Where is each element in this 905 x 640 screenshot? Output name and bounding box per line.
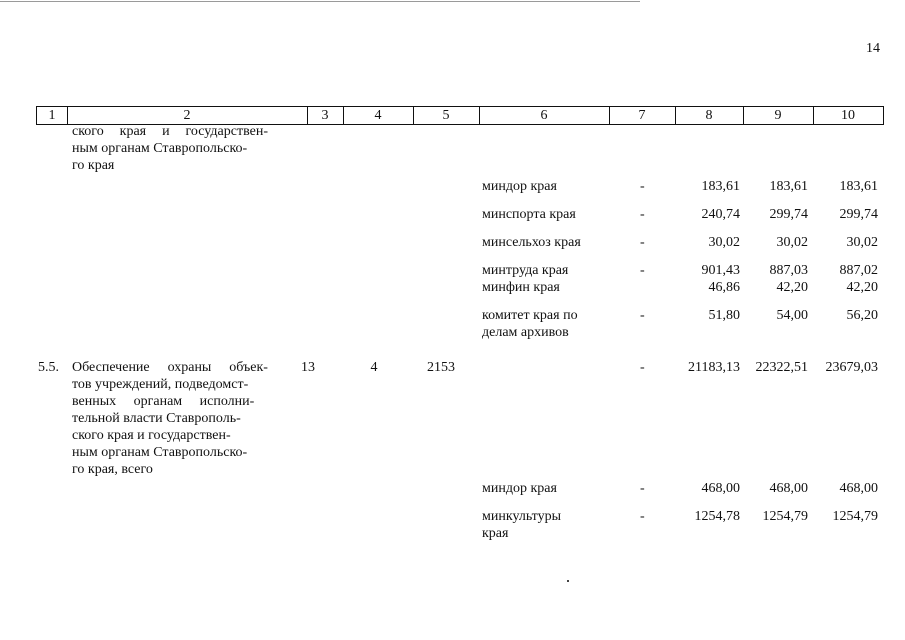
- value-col10: 299,74: [839, 207, 878, 222]
- recipient-name: миндор края: [482, 179, 557, 194]
- header-col-6: 6: [540, 108, 548, 123]
- header-col-4: 4: [374, 108, 382, 123]
- value-col8: 30,02: [708, 235, 740, 250]
- desc-word: охраны: [167, 360, 212, 375]
- header-col-1: 1: [48, 108, 56, 123]
- col7-dash: -: [640, 263, 645, 278]
- recipient-name: минспорта края: [482, 207, 576, 222]
- desc-word: Обеспечение: [72, 360, 150, 375]
- value-col10: 42,20: [846, 280, 878, 295]
- desc-word: ского: [72, 124, 104, 139]
- value-col9: 299,74: [769, 207, 808, 222]
- desc-line: го края, всего: [72, 462, 153, 477]
- section-total-col9: 22322,51: [755, 360, 808, 375]
- section-total-col10: 23679,03: [825, 360, 878, 375]
- value-col10: 887,02: [839, 263, 878, 278]
- section-col4: 4: [370, 360, 378, 375]
- value-col9: 183,61: [769, 179, 808, 194]
- desc-word: государствен-: [185, 124, 268, 139]
- recipient-name: минфин края: [482, 280, 560, 295]
- header-col-3: 3: [321, 108, 329, 123]
- desc-line: тов учреждений, подведомст-: [72, 377, 249, 392]
- header-col-7: 7: [638, 108, 646, 123]
- value-col10: 30,02: [846, 235, 878, 250]
- desc-word: края: [119, 124, 147, 139]
- header-col-9: 9: [774, 108, 782, 123]
- desc-line: го края: [72, 158, 115, 173]
- value-col10: 183,61: [839, 179, 878, 194]
- section-col3: 13: [301, 360, 315, 375]
- col7-dash: -: [640, 509, 645, 524]
- header-col-5: 5: [442, 108, 450, 123]
- section-number: 5.5.: [38, 360, 59, 375]
- recipient-name: минтруда края: [482, 263, 569, 278]
- section-col5: 2153: [427, 360, 455, 375]
- recipient-name: комитет края по: [482, 308, 578, 323]
- col7-dash: -: [640, 481, 645, 496]
- header-col-2: 2: [183, 108, 191, 123]
- section-description: [72, 359, 268, 478]
- recipient-name: минкультуры: [482, 509, 562, 524]
- value-col8: 46,86: [708, 280, 740, 295]
- desc-line: ным органам Ставропольско-: [72, 141, 248, 156]
- desc-line: венных органам исполни-: [72, 394, 255, 409]
- value-col10: 1254,79: [832, 509, 878, 524]
- desc-line: [72, 123, 268, 140]
- col7-dash: -: [640, 207, 645, 222]
- col7-dash: -: [640, 360, 645, 375]
- recipient-name: края: [482, 526, 509, 541]
- col7-dash: -: [640, 235, 645, 250]
- section-total-col8: 21183,13: [688, 360, 740, 375]
- desc-line: [72, 359, 268, 376]
- value-col9: 54,00: [776, 308, 808, 323]
- desc-word: объек-: [229, 360, 268, 375]
- desc-line: ным органам Ставропольско-: [72, 445, 248, 460]
- value-col8: 183,61: [701, 179, 740, 194]
- col7-dash: -: [640, 179, 645, 194]
- value-col9: 468,00: [769, 481, 808, 496]
- value-col9: 887,03: [769, 263, 808, 278]
- value-col10: 468,00: [839, 481, 878, 496]
- value-col8: 240,74: [701, 207, 740, 222]
- value-col9: 1254,79: [762, 509, 808, 524]
- value-col10: 56,20: [846, 308, 878, 323]
- value-col8: 468,00: [701, 481, 740, 496]
- col7-dash: -: [640, 308, 645, 323]
- value-col9: 30,02: [776, 235, 808, 250]
- desc-line: ского края и государствен-: [72, 428, 231, 443]
- desc-line: тельной власти Ставрополь-: [72, 411, 241, 426]
- value-col9: 42,20: [776, 280, 808, 295]
- value-col8: 51,80: [708, 308, 740, 323]
- top-rule: [0, 1, 640, 2]
- recipient-name: миндор края: [482, 481, 557, 496]
- scan-speck: [567, 580, 569, 582]
- continuation-description: [72, 123, 268, 174]
- desc-word: и: [162, 124, 170, 139]
- recipient-name: делам архивов: [482, 325, 569, 340]
- header-col-10: 10: [841, 108, 855, 123]
- recipient-name: минсельхоз края: [482, 235, 581, 250]
- value-col8: 1254,78: [694, 509, 740, 524]
- header-col-8: 8: [705, 108, 713, 123]
- page-number: 14: [866, 41, 880, 56]
- value-col8: 901,43: [701, 263, 740, 278]
